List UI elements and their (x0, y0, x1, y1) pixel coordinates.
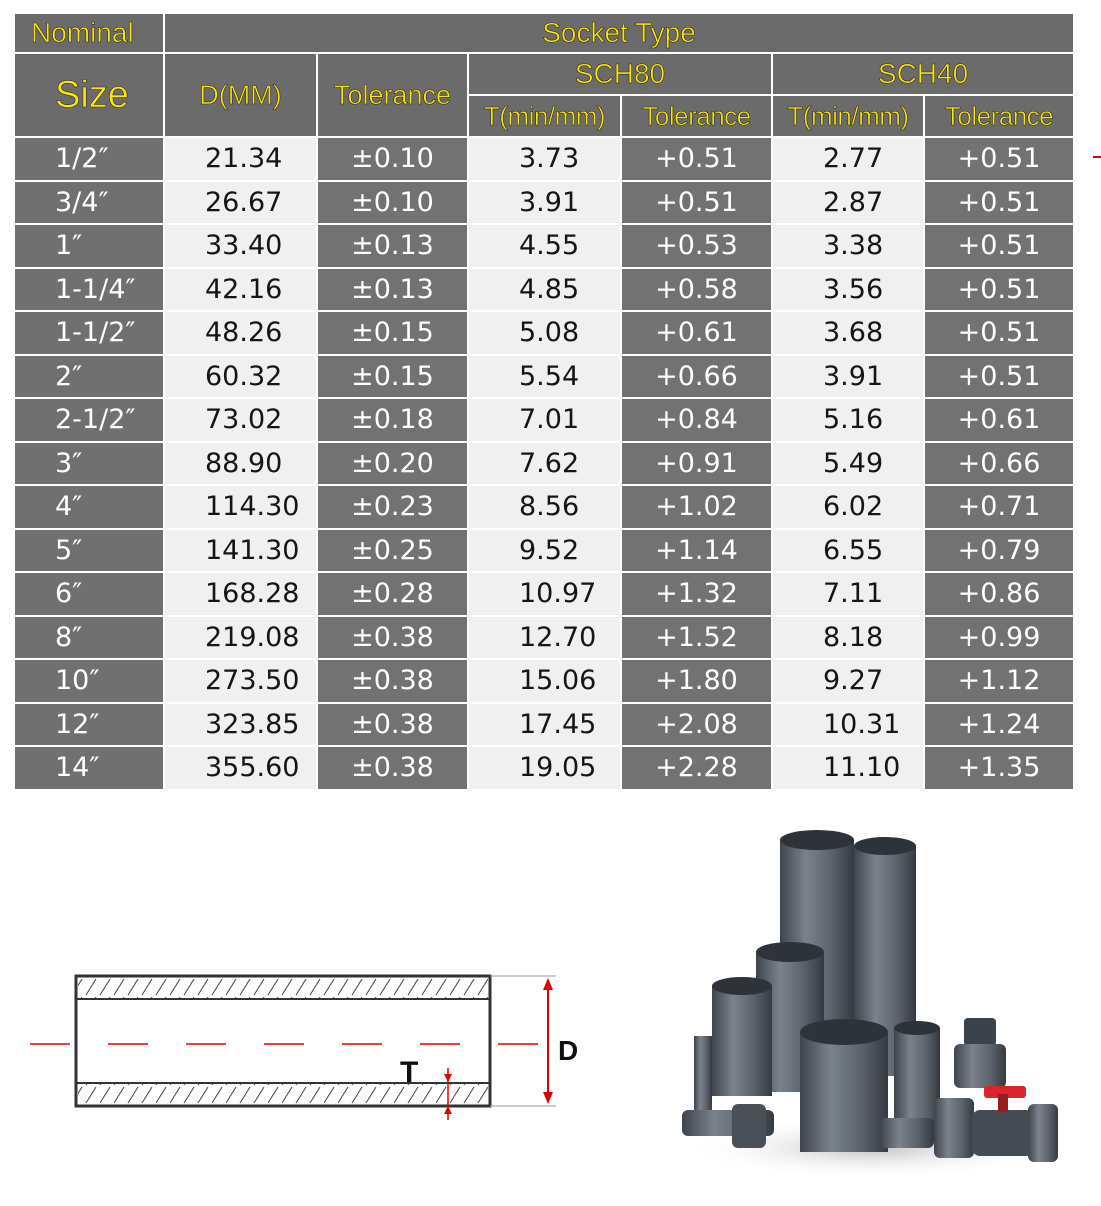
sch80-t-cell: 7.01 (469, 399, 620, 441)
pipe-section-outline (76, 976, 556, 1106)
sch40-tolerance-cell: +0.71 (925, 486, 1073, 528)
tolerance-cell: ±0.28 (318, 573, 467, 615)
tolerance-cell: ±0.10 (318, 182, 467, 224)
tolerance-cell: ±0.38 (318, 747, 467, 789)
header-socket-type: Socket Type (165, 14, 1073, 52)
tolerance-cell: ±0.23 (318, 486, 467, 528)
header-sch80: SCH80 (469, 54, 771, 94)
diameter-cell: 26.67 (165, 182, 316, 224)
pipe-spec-table (13, 12, 1075, 791)
edge-dimension-mark (1093, 156, 1101, 158)
size-cell: 5″ (15, 530, 163, 572)
sch80-t-cell: 3.91 (469, 182, 620, 224)
sch40-t-cell: 3.68 (773, 312, 923, 354)
diameter-label: D (558, 1035, 579, 1066)
table-row (15, 138, 1073, 180)
diameter-cell: 273.50 (165, 660, 316, 702)
sch40-t-cell: 10.31 (773, 704, 923, 746)
diameter-cell: 21.34 (165, 138, 316, 180)
size-cell: 2-1/2″ (15, 399, 163, 441)
table-row (15, 399, 1073, 441)
tolerance-cell: ±0.13 (318, 269, 467, 311)
diameter-cell: 323.85 (165, 704, 316, 746)
size-cell: 3″ (15, 443, 163, 485)
header-sch80-tolerance: Tolerance (622, 96, 771, 136)
sch40-t-cell: 3.38 (773, 225, 923, 267)
sch40-tolerance-cell: +0.51 (925, 138, 1073, 180)
size-cell: 2″ (15, 356, 163, 398)
sch40-t-cell: 6.55 (773, 530, 923, 572)
size-cell: 8″ (15, 617, 163, 659)
sch40-t-cell: 11.10 (773, 747, 923, 789)
header-sch80-t: T(min/mm) (469, 96, 620, 136)
sch40-t-cell: 2.87 (773, 182, 923, 224)
sch80-tolerance-cell: +0.61 (622, 312, 771, 354)
header-size: Size (15, 54, 163, 136)
sch80-tolerance-cell: +1.32 (622, 573, 771, 615)
header-nominal: Nominal (15, 14, 163, 52)
diameter-arrow (543, 978, 553, 1104)
table-row (15, 269, 1073, 311)
sch80-tolerance-cell: +2.08 (622, 704, 771, 746)
sch80-t-cell: 10.97 (469, 573, 620, 615)
diameter-cell: 42.16 (165, 269, 316, 311)
table-row (15, 225, 1073, 267)
sch80-tolerance-cell: +0.58 (622, 269, 771, 311)
sch80-tolerance-cell: +1.02 (622, 486, 771, 528)
tolerance-cell: ±0.25 (318, 530, 467, 572)
sch80-t-cell: 4.85 (469, 269, 620, 311)
thickness-label: T (400, 1056, 419, 1089)
sch80-t-cell: 9.52 (469, 530, 620, 572)
sch40-tolerance-cell: +0.66 (925, 443, 1073, 485)
tolerance-cell: ±0.15 (318, 312, 467, 354)
sch40-tolerance-cell: +1.35 (925, 747, 1073, 789)
header-sch40-t: T(min/mm) (773, 96, 923, 136)
sch40-tolerance-cell: +1.24 (925, 704, 1073, 746)
table-row (15, 443, 1073, 485)
pipe-dimension-diagram (28, 960, 598, 1130)
sch80-t-cell: 19.05 (469, 747, 620, 789)
diameter-cell: 88.90 (165, 443, 316, 485)
sch40-t-cell: 3.56 (773, 269, 923, 311)
table-row (15, 312, 1073, 354)
union-fitting (954, 1018, 1006, 1088)
sch80-tolerance-cell: +0.84 (622, 399, 771, 441)
sch40-t-cell: 8.18 (773, 617, 923, 659)
tolerance-cell: ±0.15 (318, 356, 467, 398)
sch40-tolerance-cell: +0.61 (925, 399, 1073, 441)
short-pipe-left (712, 977, 772, 1096)
diameter-cell: 114.30 (165, 486, 316, 528)
size-cell: 4″ (15, 486, 163, 528)
table-row (15, 530, 1073, 572)
sch40-t-cell: 2.77 (773, 138, 923, 180)
diameter-cell: 141.30 (165, 530, 316, 572)
tolerance-cell: ±0.18 (318, 399, 467, 441)
diameter-cell: 355.60 (165, 747, 316, 789)
sch80-tolerance-cell: +1.52 (622, 617, 771, 659)
diameter-cell: 168.28 (165, 573, 316, 615)
diameter-cell: 73.02 (165, 399, 316, 441)
sch80-t-cell: 4.55 (469, 225, 620, 267)
table-row (15, 704, 1073, 746)
sch40-t-cell: 3.91 (773, 356, 923, 398)
size-cell: 12″ (15, 704, 163, 746)
spec-table-body (15, 138, 1073, 789)
sch80-tolerance-cell: +0.51 (622, 138, 771, 180)
sch40-tolerance-cell: +0.51 (925, 269, 1073, 311)
sch40-tolerance-cell: +0.51 (925, 182, 1073, 224)
table-row (15, 573, 1073, 615)
header-sch40: SCH40 (773, 54, 1073, 94)
sch80-tolerance-cell: +1.80 (622, 660, 771, 702)
tolerance-cell: ±0.38 (318, 704, 467, 746)
tolerance-cell: ±0.20 (318, 443, 467, 485)
sch40-tolerance-cell: +0.79 (925, 530, 1073, 572)
sch80-tolerance-cell: +0.91 (622, 443, 771, 485)
size-cell: 1″ (15, 225, 163, 267)
sch80-t-cell: 5.54 (469, 356, 620, 398)
size-cell: 6″ (15, 573, 163, 615)
sch40-tolerance-cell: +1.12 (925, 660, 1073, 702)
table-row (15, 356, 1073, 398)
tolerance-cell: ±0.38 (318, 660, 467, 702)
sch80-t-cell: 5.08 (469, 312, 620, 354)
tolerance-cell: ±0.13 (318, 225, 467, 267)
table-row (15, 747, 1073, 789)
sch80-tolerance-cell: +0.53 (622, 225, 771, 267)
size-cell: 1-1/2″ (15, 312, 163, 354)
table-row (15, 617, 1073, 659)
diameter-cell: 48.26 (165, 312, 316, 354)
tolerance-cell: ±0.38 (318, 617, 467, 659)
table-row (15, 486, 1073, 528)
header-tolerance: Tolerance (318, 54, 467, 136)
pvc-pipes-photo (672, 828, 1072, 1188)
sch40-tolerance-cell: +0.51 (925, 225, 1073, 267)
sch40-tolerance-cell: +0.51 (925, 312, 1073, 354)
diameter-cell: 60.32 (165, 356, 316, 398)
size-cell: 14″ (15, 747, 163, 789)
size-cell: 10″ (15, 660, 163, 702)
size-cell: 1/2″ (15, 138, 163, 180)
sch80-t-cell: 12.70 (469, 617, 620, 659)
pipe-right-small (894, 1021, 940, 1128)
sch40-t-cell: 9.27 (773, 660, 923, 702)
tolerance-cell: ±0.10 (318, 138, 467, 180)
diameter-cell: 219.08 (165, 617, 316, 659)
size-cell: 3/4″ (15, 182, 163, 224)
sch40-tolerance-cell: +0.86 (925, 573, 1073, 615)
sch80-tolerance-cell: +0.66 (622, 356, 771, 398)
sch80-tolerance-cell: +2.28 (622, 747, 771, 789)
wide-pipe-front (800, 1019, 888, 1152)
sch40-t-cell: 6.02 (773, 486, 923, 528)
sch80-t-cell: 15.06 (469, 660, 620, 702)
sch40-tolerance-cell: +0.99 (925, 617, 1073, 659)
sch80-t-cell: 3.73 (469, 138, 620, 180)
ball-valve (934, 1086, 1058, 1162)
header-sch40-tolerance: Tolerance (925, 96, 1073, 136)
header-d-mm: D(MM) (165, 54, 316, 136)
sch80-t-cell: 7.62 (469, 443, 620, 485)
sch40-t-cell: 5.16 (773, 399, 923, 441)
sch80-tolerance-cell: +0.51 (622, 182, 771, 224)
sch40-t-cell: 5.49 (773, 443, 923, 485)
sch80-t-cell: 8.56 (469, 486, 620, 528)
table-row (15, 182, 1073, 224)
sch80-tolerance-cell: +1.14 (622, 530, 771, 572)
diameter-cell: 33.40 (165, 225, 316, 267)
sch40-tolerance-cell: +0.51 (925, 356, 1073, 398)
size-cell: 1-1/4″ (15, 269, 163, 311)
table-row (15, 660, 1073, 702)
sch40-t-cell: 7.11 (773, 573, 923, 615)
sch80-t-cell: 17.45 (469, 704, 620, 746)
